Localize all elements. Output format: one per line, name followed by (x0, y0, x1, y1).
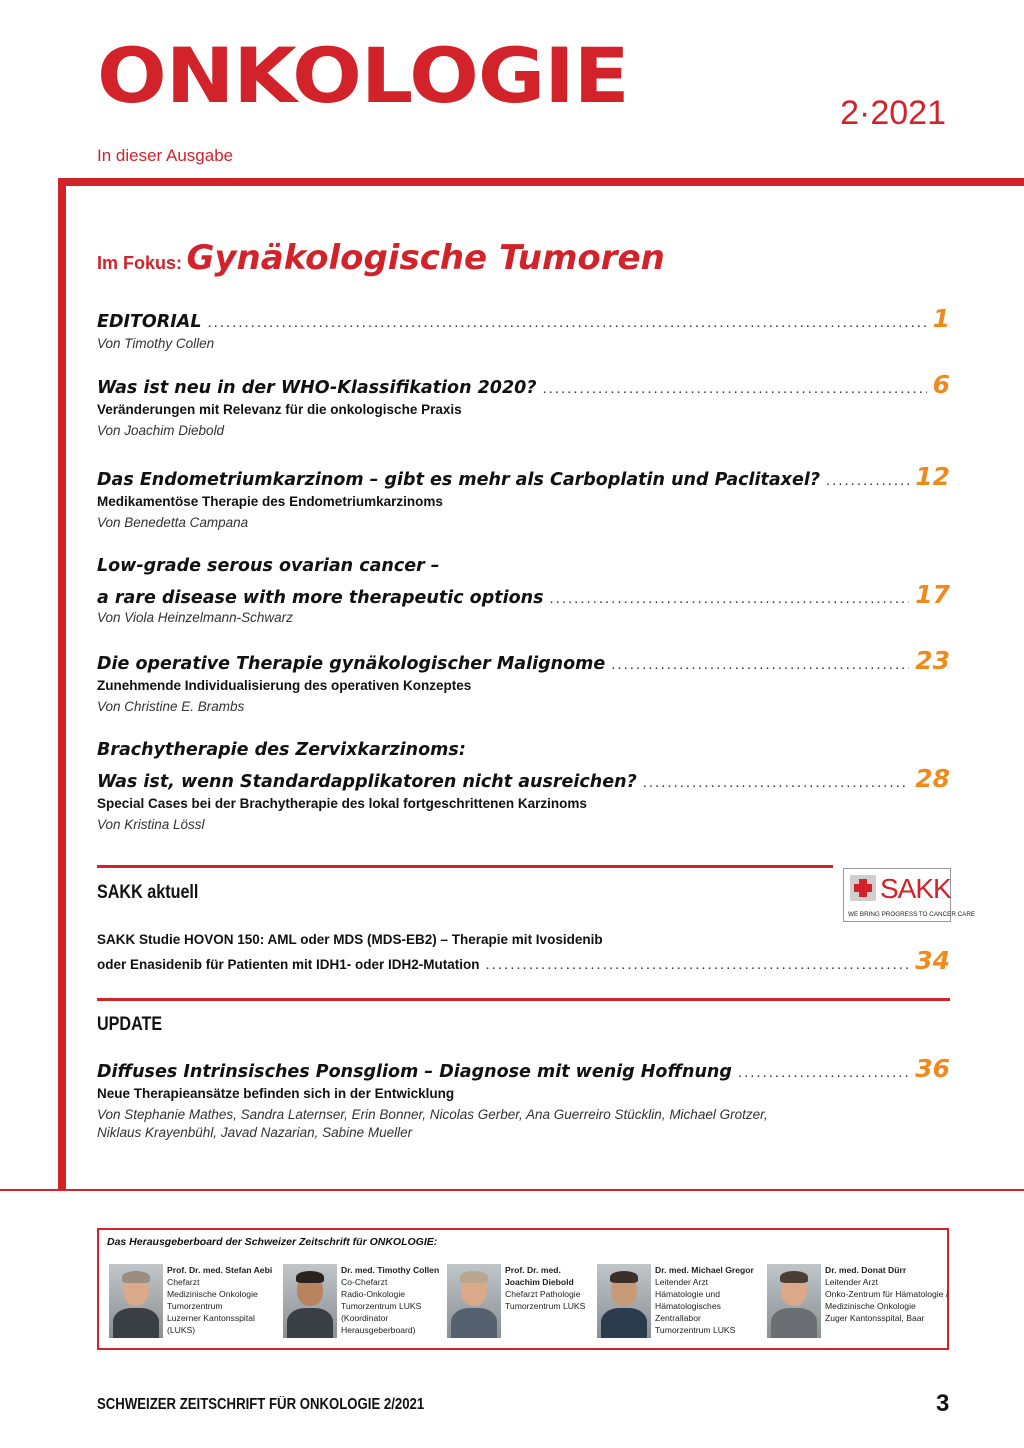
member-role: Chefarzt Pathologie (505, 1289, 581, 1299)
dot-leader (643, 774, 909, 791)
toc-entry-author: Von Joachim Diebold (97, 423, 225, 438)
editorial-board-box (97, 1228, 949, 1350)
member-name: Dr. med. Timothy Collen (341, 1265, 440, 1275)
issue-number: 2·2021 (840, 94, 946, 132)
toc-entry-author-cont: Niklaus Krayenbühl, Javad Nazarian, Sabine Mueller (97, 1125, 413, 1140)
toc-entry-ovarian[interactable] (97, 556, 950, 625)
member-photo (447, 1264, 501, 1338)
sakk-cross-icon (850, 875, 876, 901)
member-name: Prof. Dr. med. (505, 1265, 561, 1275)
toc-entry-operative[interactable] (97, 648, 950, 714)
toc-entry-endometrium[interactable] (97, 464, 950, 530)
toc-entry-title[interactable]: a rare disease with more therapeutic options (97, 588, 544, 608)
toc-entry-subtitle: Medikamentöse Therapie des Endometriumkarzinoms (97, 494, 443, 509)
dot-leader (208, 314, 927, 331)
toc-entry-subtitle: Zunehmende Individualisierung des operativen Konzeptes (97, 678, 472, 693)
sakk-logo-tagline: WE BRING PROGRESS TO CANCER CARE (848, 911, 976, 918)
dot-leader (738, 1064, 909, 1081)
toc-entry-title[interactable]: Diffuses Intrinsisches Ponsgliom – Diagnose mit wenig Hoffnung (97, 1062, 732, 1082)
sakk-logo (843, 868, 976, 922)
frame-top-rule (58, 178, 1024, 186)
toc-entry-who[interactable] (97, 372, 950, 438)
journal-logo: ONKOLOGIE (97, 31, 629, 120)
member-name-cont: Joachim Diebold (505, 1277, 574, 1287)
member-role: Hämatologie und (655, 1289, 720, 1299)
member-role: Medizinische Onkologie (825, 1301, 916, 1311)
member-name: Dr. med. Michael Gregor (655, 1265, 754, 1275)
member-role: Tumorzentrum LUKS (341, 1301, 422, 1311)
update-section-rule (97, 998, 950, 1001)
member-photo (767, 1264, 821, 1338)
footer-page-number: 3 (936, 1390, 950, 1417)
board-member (767, 1264, 949, 1344)
sakk-logo-word: SAKK (880, 873, 951, 904)
toc-entry-subtitle: Neue Therapieansätze befinden sich in der Entwicklung (97, 1086, 455, 1101)
toc-entry-title-line1[interactable]: Low-grade serous ovarian cancer – (97, 556, 440, 576)
toc-entry-author: Von Kristina Lössl (97, 817, 205, 832)
toc-page-number[interactable]: 12 (915, 462, 950, 491)
toc-page-number[interactable]: 23 (915, 646, 950, 675)
toc-entry-sakk[interactable] (97, 932, 950, 973)
masthead-subtitle: In dieser Ausgabe (97, 146, 234, 165)
dot-leader (611, 656, 909, 673)
focus-label: Im Fokus: (97, 253, 183, 273)
toc-entry-author: Von Timothy Collen (97, 336, 215, 351)
toc-entry-subtitle: Special Cases bei der Brachytherapie des lokal fortgeschrittenen Karzinoms (97, 796, 587, 811)
toc-entry-title-line1[interactable]: Brachytherapie des Zervixkarzinoms: (97, 740, 466, 760)
member-name: Dr. med. Donat Dürr (825, 1265, 907, 1275)
member-role: Leitender Arzt (655, 1277, 709, 1287)
sakk-section-heading: SAKK aktuell (97, 882, 199, 903)
member-role: Luzerner Kantonsspital (167, 1313, 255, 1323)
focus-heading (97, 238, 665, 278)
update-section-heading: UPDATE (97, 1014, 163, 1035)
frame-left-rule (58, 178, 66, 1190)
toc-entry-editorial[interactable] (97, 306, 950, 351)
member-role: (LUKS) (167, 1325, 196, 1335)
dot-leader (486, 956, 910, 973)
board-member (447, 1264, 607, 1344)
member-role: (Koordinator (341, 1313, 389, 1323)
dot-leader (542, 380, 926, 397)
member-role: Zentrallabor (655, 1313, 701, 1323)
member-role: Leitender Arzt (825, 1277, 879, 1287)
toc-entry-title[interactable]: Was ist neu in der WHO-Klassifikation 2020? (97, 378, 537, 398)
toc-entry-author: Von Stephanie Mathes, Sandra Laternser, Erin Bonner, Nicolas Gerber, Ana Guerreiro Stücklin, Michael Grotzer, (97, 1107, 768, 1122)
toc-entry-dipg[interactable] (97, 1056, 950, 1140)
member-role: Onko-Zentrum für Hämatologie / (825, 1289, 949, 1299)
toc-entry-title[interactable]: Die operative Therapie gynäkologischer Malignome (97, 654, 606, 674)
member-name: Prof. Dr. med. Stefan Aebi (167, 1265, 273, 1275)
board-title: Das Herausgeberboard der Schweizer Zeitschrift für ONKOLOGIE: (107, 1236, 438, 1248)
member-role: Herausgeberboard) (341, 1325, 416, 1335)
toc-page-number[interactable]: 34 (915, 946, 950, 975)
member-role: Tumorzentrum LUKS (655, 1325, 736, 1335)
sakk-entry-line1[interactable]: SAKK Studie HOVON 150: AML oder MDS (MDS-EB2) – Therapie mit Ivosidenib (97, 932, 603, 947)
board-member (109, 1264, 273, 1344)
toc-page-number[interactable]: 28 (915, 764, 950, 793)
toc-entry-author: Von Benedetta Campana (97, 515, 249, 530)
member-role: Chefarzt (167, 1277, 200, 1287)
toc-entry-brachy[interactable] (97, 740, 950, 832)
toc-entry-author: Von Christine E. Brambs (97, 699, 245, 714)
footer-journal-name: SCHWEIZER ZEITSCHRIFT FÜR ONKOLOGIE 2/2021 (97, 1396, 425, 1413)
member-photo (109, 1264, 163, 1338)
member-role: Tumorzentrum (167, 1301, 223, 1311)
toc-page-number[interactable]: 36 (915, 1054, 950, 1083)
toc-page-number[interactable]: 1 (932, 304, 950, 333)
board-member (597, 1264, 757, 1344)
toc-page-number[interactable]: 17 (915, 580, 950, 609)
dot-leader (826, 472, 909, 489)
focus-title: Gynäkologische Tumoren (186, 238, 665, 278)
toc-entry-title[interactable]: EDITORIAL (97, 312, 202, 332)
toc-entry-title[interactable]: Das Endometriumkarzinom – gibt es mehr als Carboplatin und Paclitaxel? (97, 470, 820, 490)
member-role: Co-Chefarzt (341, 1277, 388, 1287)
member-role: Tumorzentrum LUKS (505, 1301, 586, 1311)
toc-entry-subtitle: Veränderungen mit Relevanz für die onkologische Praxis (97, 402, 462, 417)
member-photo (597, 1264, 651, 1338)
toc-page-number[interactable]: 6 (932, 370, 950, 399)
dot-leader (550, 590, 910, 607)
toc-entry-title[interactable]: Was ist, wenn Standardapplikatoren nicht ausreichen? (97, 772, 637, 792)
sakk-section-rule (97, 865, 833, 868)
toc-entry-author: Von Viola Heinzelmann-Schwarz (97, 610, 293, 625)
member-role: Hämatologisches (655, 1301, 721, 1311)
member-role: Radio-Onkologie (341, 1289, 406, 1299)
member-role: Zuger Kantonsspital, Baar (825, 1313, 925, 1323)
member-photo (283, 1264, 337, 1338)
sakk-entry-line2[interactable]: oder Enasidenib für Patienten mit IDH1- oder IDH2-Mutation (97, 957, 480, 972)
board-member (283, 1264, 443, 1344)
member-role: Medizinische Onkologie (167, 1289, 258, 1299)
bottom-rule (0, 1189, 1024, 1191)
